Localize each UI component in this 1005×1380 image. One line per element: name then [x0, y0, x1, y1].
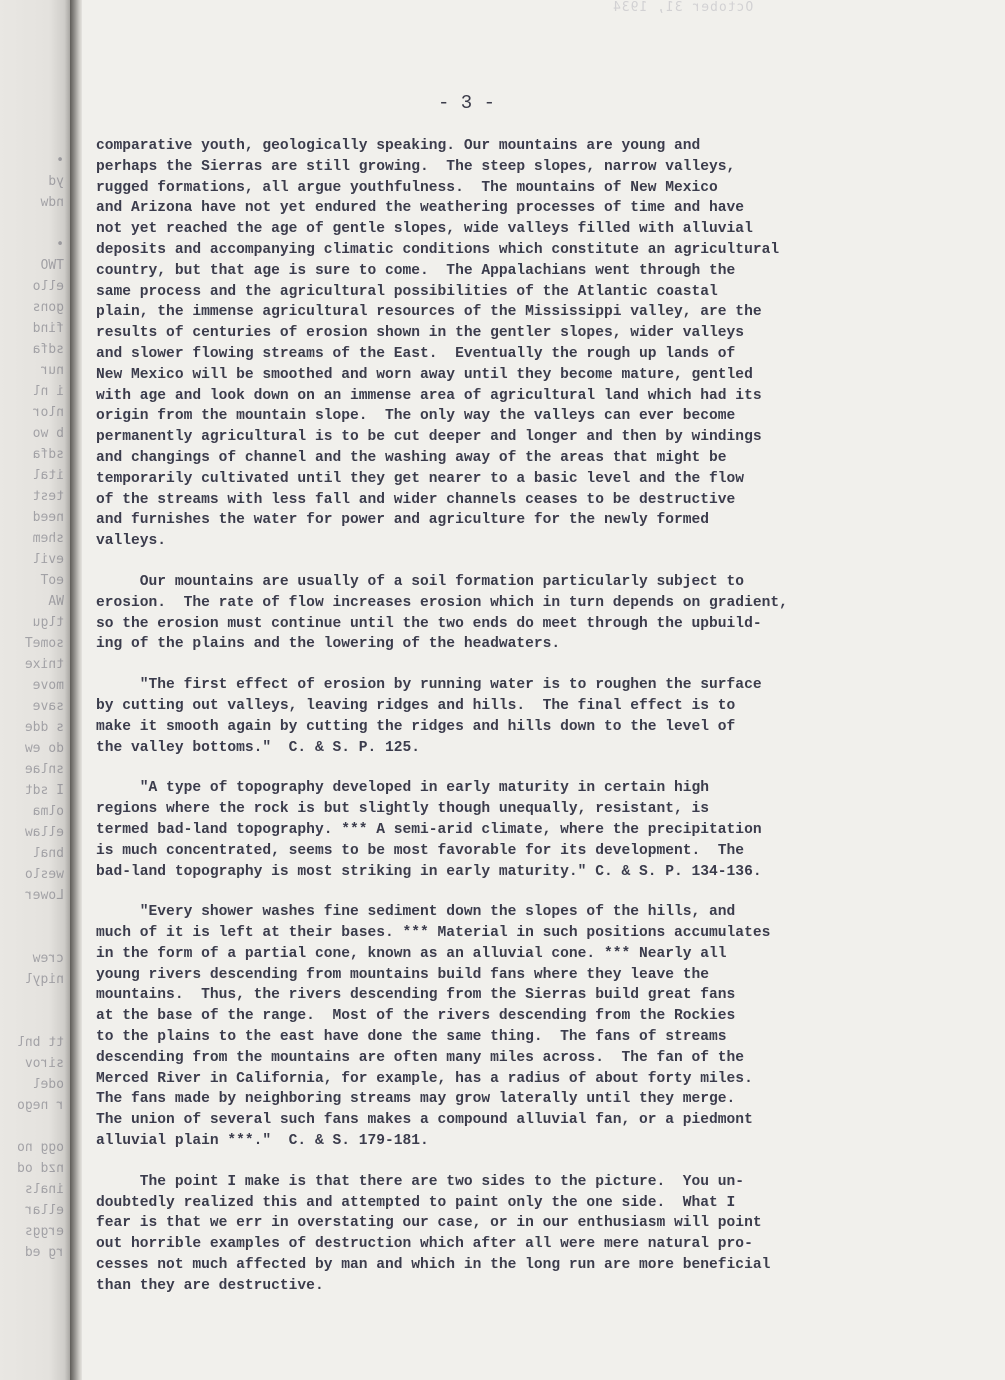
- text-line: temporarily cultivated until they get nearer to a basic level and the flow: [96, 470, 745, 487]
- text-line: "The first effect of erosion by running water is to roughen the surface: [96, 677, 762, 694]
- paragraph-quote-alluvial-fans: [96, 902, 956, 1152]
- text-line: much of it is left at their bases. *** Material in such positions accumulates: [96, 925, 771, 942]
- text-line: Our mountains are usually of a soil formation particularly subject to: [96, 573, 745, 590]
- text-line: Merced River in California, for example, has a radius of about forty miles.: [96, 1070, 753, 1087]
- text-line: "A type of topography developed in early maturity in certain high: [96, 780, 710, 797]
- text-line: "Every shower washes fine sediment down the slopes of the hills, and: [96, 904, 736, 921]
- page-body: [96, 136, 956, 1297]
- text-line: origin from the mountain slope. The only way the valleys can ever become: [96, 408, 736, 425]
- text-line: is much concentrated, seems to be most favorable for its development. The: [96, 842, 745, 859]
- text-line: of the streams with less fall and wider channels ceases to be destructive: [96, 491, 736, 508]
- text-line: valleys.: [96, 533, 167, 550]
- text-line: not yet reached the age of gentle slopes, wide valleys filled with alluvial: [96, 221, 753, 238]
- text-line: and Arizona have not yet endured the weathering processes of time and have: [96, 200, 745, 217]
- book-spine: [70, 0, 82, 1380]
- text-line: cesses not much affected by man and which in the long run are more beneficial: [96, 1257, 771, 1274]
- text-line: results of centuries of erosion shown in the gentler slopes, wider valleys: [96, 325, 745, 342]
- text-line: at the base of the range. Most of the rivers descending from the Rockies: [96, 1008, 736, 1025]
- text-line: comparative youth, geologically speaking. Our mountains are young and: [96, 138, 701, 154]
- text-line: ing of the plains and the lowering of the headwaters.: [96, 636, 561, 653]
- text-line: regions where the rock is but slightly though unequally, resistant, is: [96, 801, 710, 818]
- text-line: rugged formations, all argue youthfulness. The mountains of New Mexico: [96, 179, 718, 196]
- text-line: alluvial plain ***." C. & S. 179-181.: [96, 1133, 429, 1150]
- text-line: bad-land topography is most striking in early maturity." C. & S. P. 134-136.: [96, 863, 762, 880]
- text-line: by cutting out valleys, leaving ridges and hills. The final effect is to: [96, 697, 736, 714]
- text-line: make it smooth again by cutting the ridges and hills down to the level of: [96, 718, 736, 735]
- text-line: in the form of a partial cone, known as an alluvial cone. *** Nearly all: [96, 945, 727, 962]
- text-line: out horrible examples of destruction which after all were mere natural pro-: [96, 1236, 753, 1253]
- text-line: same process and the agricultural possibilities of the Atlantic coastal: [96, 283, 718, 300]
- text-line: The fans made by neighboring streams may grow laterally until they merge.: [96, 1091, 736, 1108]
- text-line: country, but that age is sure to come. The Appalachians went through the: [96, 262, 736, 279]
- page-number: - 3 -: [438, 92, 496, 114]
- text-line: and furnishes the water for power and agriculture for the newly formed: [96, 512, 710, 529]
- text-line: The union of several such fans makes a compound alluvial fan, or a piedmont: [96, 1112, 753, 1129]
- typed-page: [82, 0, 1005, 1380]
- reverse-side-bleed-through: October 31, 1934: [612, 0, 754, 15]
- paragraph-erosion-youth: [96, 136, 956, 552]
- paragraph-two-sides: [96, 1172, 956, 1297]
- text-line: descending from the mountains are often many miles across. The fan of the: [96, 1049, 745, 1066]
- text-line: to the plains to the east have done the same thing. The fans of streams: [96, 1029, 727, 1046]
- text-line: permanently agricultural is to be cut deeper and longer and then by windings: [96, 429, 762, 446]
- text-line: and slower flowing streams of the East. Eventually the rough up lands of: [96, 345, 736, 362]
- text-line: with age and look down on an immense area of agricultural land which had its: [96, 387, 762, 404]
- text-line: so the erosion must continue until the two ends do meet through the upbuild-: [96, 615, 762, 632]
- paragraph-quote-running-water: [96, 675, 956, 758]
- text-line: deposits and accompanying climatic conditions which constitute an agricultural: [96, 241, 780, 258]
- facing-page-bleed-text: • yd ndw • TWO ello gons find sdfa nur i nl nlor b wo sdfa ital test need shem evil eoT WA tlgu someT tnixe move save s dde do ew snlae I sdt olma ellaw bnal weslo Lower crew niqyl tt bnl sirov odel r nego ogg no nzd od inals ellar erggs rg ed: [17, 153, 64, 1260]
- paragraph-mountain-soil: [96, 572, 956, 655]
- paragraph-quote-bad-land: [96, 778, 956, 882]
- text-line: fear is that we err in overstating our case, or in our enthusiasm will point: [96, 1215, 762, 1232]
- text-line: New Mexico will be smoothed and worn away until they become mature, gentled: [96, 366, 753, 383]
- text-line: and changings of channel and the washing away of the areas that might be: [96, 449, 727, 466]
- text-line: plain, the immense agricultural resources of the Mississippi valley, are the: [96, 304, 762, 321]
- text-line: erosion. The rate of flow increases erosion which in turn depends on gradient,: [96, 594, 788, 611]
- text-line: the valley bottoms." C. & S. P. 125.: [96, 739, 421, 756]
- facing-page-edge: [0, 0, 70, 1380]
- text-line: mountains. Thus, the rivers descending from the Sierras build great fans: [96, 987, 736, 1004]
- text-line: doubtedly realized this and attempted to paint only the one side. What I: [96, 1194, 736, 1211]
- text-line: than they are destructive.: [96, 1277, 324, 1294]
- text-line: termed bad-land topography. *** A semi-arid climate, where the precipitation: [96, 821, 762, 838]
- text-line: The point I make is that there are two sides to the picture. You un-: [96, 1173, 745, 1190]
- text-line: perhaps the Sierras are still growing. The steep slopes, narrow valleys,: [96, 158, 736, 175]
- text-line: young rivers descending from mountains build fans where they leave the: [96, 966, 710, 983]
